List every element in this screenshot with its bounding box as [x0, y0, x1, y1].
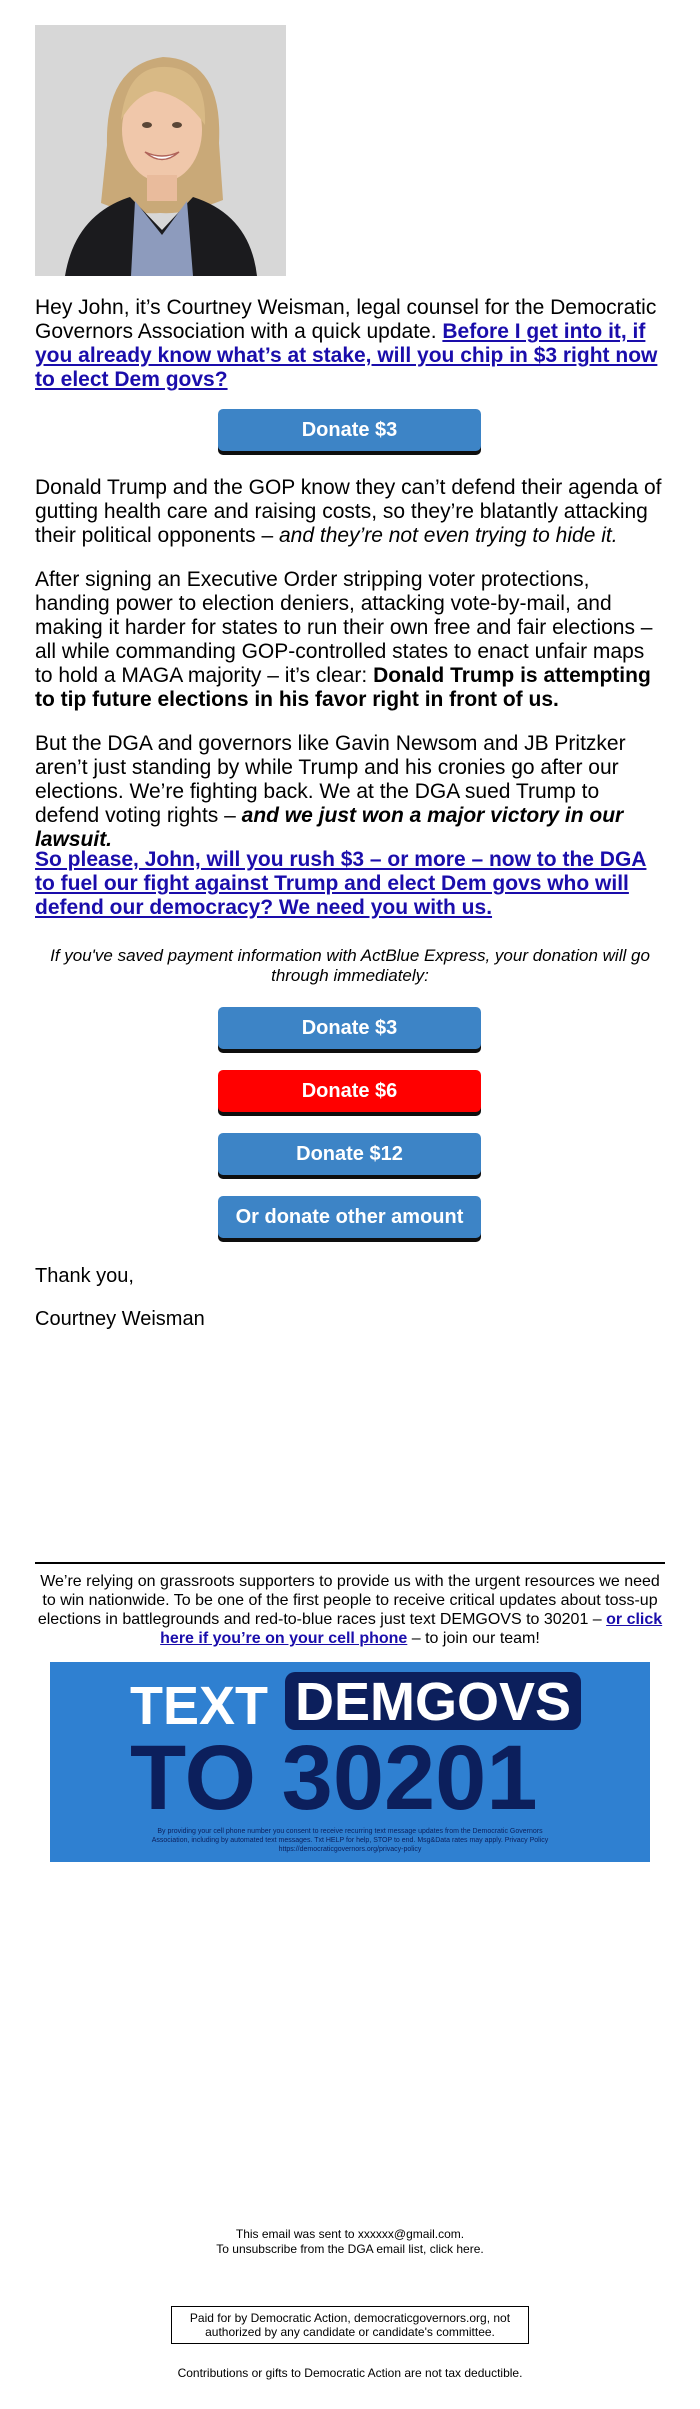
banner-text-word: TEXT [130, 1676, 269, 1736]
tax-deductible-note: Contributions or gifts to Democratic Action are not tax deductible. [177, 2366, 523, 2380]
para2-text: Donald Trump and the GOP know they can’t defend their agenda of gutting health care and raising costs, so they’re blatantly attacking their political opponents – [35, 476, 662, 547]
donate-3-top-button[interactable]: Donate $3 [218, 409, 481, 451]
text-demgovs-banner[interactable] [50, 1662, 650, 1862]
intro-text: Hey John, it’s Courtney Weisman, legal counsel for the Democratic Governors Association with a quick update. [35, 296, 657, 343]
footer-text: We’re relying on grassroots supporters to provide us with the urgent resources we need to win nationwide. To be one of the first people to receive critical updates about toss-up elections in battlegrounds and red-to-blue races just text DEMGOVS to 30201 – [37, 1573, 660, 1628]
cta-paragraph [35, 848, 665, 920]
para4-bold-emphasis: and we just won a major victory in our lawsuit. [35, 804, 624, 851]
unsubscribe-link[interactable]: To unsubscribe from the DGA email list, click here. [216, 2242, 484, 2256]
banner-keyword-pill: DEMGOVS [285, 1672, 581, 1730]
para3-bold: Donald Trump is attempting to tip future elections in his favor right in front of us. [35, 664, 651, 711]
footer-tail: – to join our team! [407, 1630, 540, 1647]
banner-fine-print: By providing your cell phone number you consent to receive recurring text message updates from the Democratic Governors Association, including by automated text messages. Txt HELP for help, STOP to end. Msg&Data rates may apply. Privacy Policy https://democraticgovernors.org/privacy-policy [151, 1828, 549, 1853]
portrait-photo [35, 25, 286, 276]
portrait-illustration [35, 25, 286, 276]
footer-divider [35, 1562, 665, 1564]
para4-text: But the DGA and governors like Gavin Newsom and JB Pritzker aren’t just standing by while Trump and his cronies go after our elections. We’re fighting back. We at the DGA sued Trump to defend voting rights – [35, 732, 626, 827]
sms-signup-link[interactable]: or click here if you’re on your cell phone [160, 1611, 663, 1647]
donate-12-button[interactable]: Donate $12 [218, 1133, 481, 1175]
para3-text: After signing an Executive Order stripping voter protections, handing power to election deniers, attacking vote-by-mail, and making it harder for states to run their own free and fair elections – all while commanding GOP-controlled states to enact unfair maps to hold a MAGA majority – it’s clear: [35, 568, 653, 687]
paragraph-executive-order [35, 568, 665, 712]
donate-6-button[interactable]: Donate $6 [218, 1070, 481, 1112]
signature-name: Courtney Weisman [35, 1308, 205, 1330]
cta-donate-link[interactable]: So please, John, will you rush $3 – or more – now to the DGA to fuel our fight against Trump and elect Dem govs who will defend our democracy? We need you with us. [35, 848, 647, 919]
intro-donate-link[interactable]: Before I get into it, if you already know what’s at stake, will you chip in $3 right now to elect Dem govs? [35, 320, 658, 391]
sent-to-line: This email was sent to xxxxxx@gmail.com. [235, 2227, 465, 2241]
thank-you-text: Thank you, [35, 1265, 134, 1287]
actblue-note: If you've saved payment information with ActBlue Express, your donation will go through immediately: [50, 946, 650, 985]
paid-for-disclaimer: Paid for by Democratic Action, democraticgovernors.org, not authorized by any candidate or candidate's committee. [171, 2306, 529, 2344]
donate-other-amount-button[interactable]: Or donate other amount [218, 1196, 481, 1238]
footer-paragraph [35, 1572, 665, 1648]
para2-emphasis: and they’re not even trying to hide it. [279, 524, 618, 547]
banner-shortcode: TO 30201 [130, 1727, 538, 1829]
email-sent-note [35, 2227, 665, 2257]
paragraph-gop-agenda [35, 476, 665, 548]
donate-3-button[interactable]: Donate $3 [218, 1007, 481, 1049]
intro-paragraph [35, 296, 665, 392]
paragraph-fighting-back [35, 732, 665, 852]
